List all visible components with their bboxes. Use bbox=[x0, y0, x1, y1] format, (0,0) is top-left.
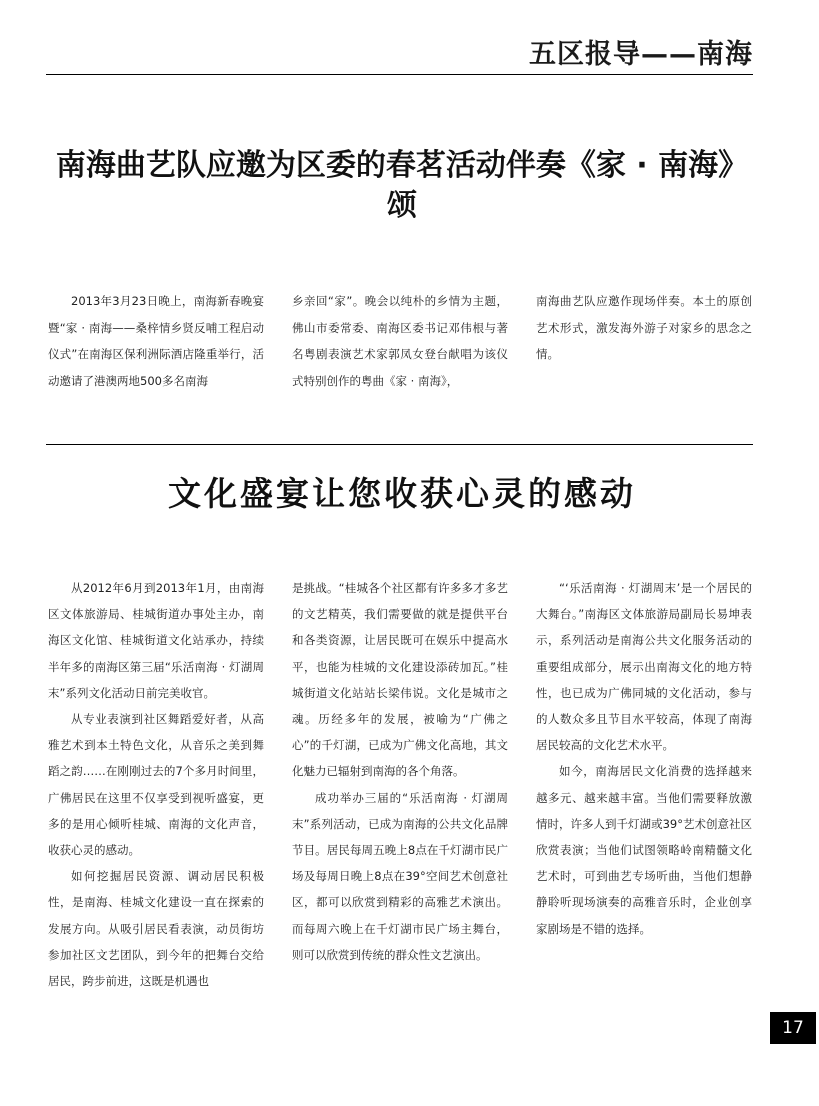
paragraph: 南海曲艺队应邀作现场伴奏。本土的原创艺术形式，激发海外游子对家乡的思念之情。 bbox=[536, 294, 752, 361]
paragraph: 从专业表演到社区舞蹈爱好者，从高雅艺术到本土特色文化，从音乐之美到舞蹈之韵……在刚刚过去的7个多月时间里，广佛居民在这里不仅享受到视听盛宴，更多的是用心倾听桂城、南海的文化声音，收获心灵的感动。 bbox=[48, 712, 264, 858]
paragraph: “‘乐活南海 · 灯湖周末’是一个居民的大舞台。”南海区文体旅游局副局长易坤表示，系列活动是南海公共文化服务活动的重要组成部分，展示出南海文化的地方特性，也已成为广佛同城的文化活动，参与的人数众多且节目水平较高，体现了南海居民较高的文化艺术水平。 bbox=[536, 581, 752, 753]
page-number: 17 bbox=[770, 1012, 816, 1044]
article-column bbox=[536, 288, 752, 368]
paragraph: 成功举办三届的“乐活南海 · 灯湖周末”系列活动，已成为南海的公共文化品牌节目。居民每周五晚上8点在千灯湖市民广场及每周日晚上8点在39°空间艺术创意社区，都可以欣赏到精彩的高雅艺术演出。而每周六晚上在千灯湖市民广场主舞台，则可以欣赏到传统的群众性文艺演出。 bbox=[292, 790, 508, 962]
paragraph: 是挑战。“桂城各个社区都有许多多才多艺的文艺精英，我们需要做的就是提供平台和各类资源，让居民既可在娱乐中提高水平，也能为桂城的文化建设添砖加瓦。”桂城街道文化站站长梁伟说。文化是城市之魂。历经多年的发展，被喻为“广佛之心”的千灯湖，已成为广佛文化高地，其文化魅力已辐射到南海的各个角落。 bbox=[292, 581, 508, 779]
article-column bbox=[536, 575, 752, 942]
article-title: 文化盛宴让您收获心灵的感动 bbox=[168, 474, 636, 513]
section-divider bbox=[46, 444, 753, 445]
article-column bbox=[48, 288, 264, 394]
article-column bbox=[48, 575, 264, 994]
paragraph: 如今，南海居民文化消费的选择越来越多元、越来越丰富。当他们需要释放激情时，许多人到千灯湖或39°艺术创意社区欣赏表演；当他们试图领略岭南精髓文化艺术时，可到曲艺专场听曲，当他们想静静聆听现场演奏的高雅音乐时，企业创享家剧场是不错的选择。 bbox=[536, 764, 752, 936]
section-header: 五区报导——南海 bbox=[529, 39, 753, 70]
paragraph: 乡亲回“家”。晚会以纯朴的乡情为主题，佛山市委常委、南海区委书记邓伟根与著名粤剧表演艺术家郭凤女登台献唱为该仪式特别创作的粤曲《家 · 南海》， bbox=[292, 294, 508, 388]
paragraph: 如何挖掘居民资源、调动居民积极性，是南海、桂城文化建设一直在探索的发展方向。从吸引居民看表演，动员街坊参加社区文艺团队，到今年的把舞台交给居民，跨步前进，这既是机遇也 bbox=[48, 869, 264, 989]
article-title: 南海曲艺队应邀为区委的春茗活动伴奏《家 · 南海》颂 bbox=[55, 148, 749, 223]
header-rule bbox=[46, 74, 753, 75]
article-column bbox=[292, 288, 508, 394]
paragraph: 2013年3月23日晚上，南海新春晚宴暨“家 · 南海——桑梓情乡贤反哺工程启动仪式”在南海区保利洲际酒店隆重举行，活动邀请了港澳两地500多名南海 bbox=[48, 294, 264, 388]
paragraph: 从2012年6月到2013年1月，由南海区文体旅游局、桂城街道办事处主办，南海区文化馆、桂城街道文化站承办，持续半年多的南海区第三届“乐活南海 · 灯湖周末”系列文化活动日前完美收官。 bbox=[48, 581, 264, 700]
article-column bbox=[292, 575, 508, 968]
